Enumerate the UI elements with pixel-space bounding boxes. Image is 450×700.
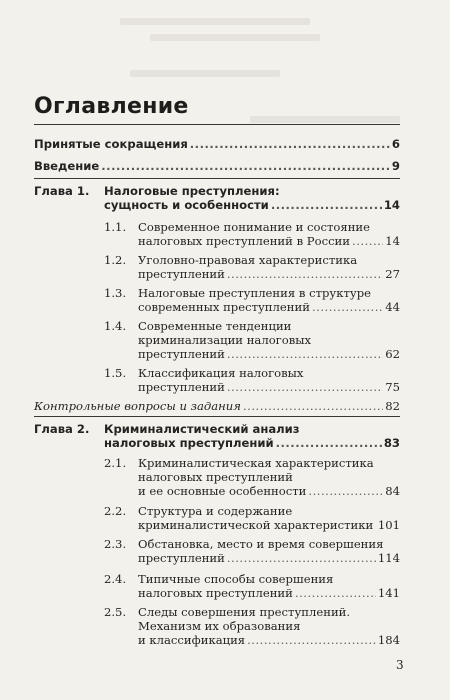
toc-entry-label: криминалистической характеристики <box>138 518 374 532</box>
toc-entry-chapter-1[interactable] <box>104 197 400 213</box>
bleed-through-mark <box>150 34 320 41</box>
toc-entry-label[interactable]: Обстановка, место и время совершения <box>138 537 384 551</box>
toc-page-number: 114 <box>377 551 400 565</box>
chapter-1-label: Глава 1. <box>34 184 90 198</box>
page-title: Оглавление <box>34 94 189 119</box>
toc-entry-1-5[interactable] <box>138 379 400 395</box>
toc-entry-label: налоговых преступлений <box>104 436 274 450</box>
toc-leader-dots <box>227 346 383 362</box>
toc-entry-abbreviations[interactable] <box>34 136 400 152</box>
toc-entry-label[interactable]: Современные тенденции <box>138 319 292 333</box>
chapter-2-title[interactable]: Криминалистический анализ <box>104 422 300 436</box>
toc-entry-label[interactable]: Криминалистическая характеристика <box>138 456 374 470</box>
toc-leader-dots <box>312 299 383 315</box>
toc-entry-2-4[interactable] <box>138 585 400 601</box>
chapter-2-label: Глава 2. <box>34 422 90 436</box>
toc-page-number: 84 <box>385 484 400 498</box>
toc-leader-dots <box>295 585 376 601</box>
toc-entry-label[interactable]: Налоговые преступления в структуре <box>138 286 371 300</box>
toc-page-number: 62 <box>385 347 400 361</box>
toc-page-number: 83 <box>383 436 400 450</box>
section-number: 1.4. <box>104 319 127 333</box>
toc-page-number: 9 <box>391 159 400 173</box>
toc-page-number: 101 <box>377 518 400 532</box>
bleed-through-mark <box>130 70 280 77</box>
toc-page-number: 14 <box>385 234 400 248</box>
toc-entry-2-2[interactable] <box>138 517 400 533</box>
section-number: 2.4. <box>104 572 127 586</box>
toc-page-number: 184 <box>377 633 400 647</box>
toc-entry-label: преступлений <box>138 267 225 281</box>
bleed-through-mark <box>120 18 310 25</box>
toc-entry-2-5[interactable] <box>138 632 400 648</box>
toc-page-number: 82 <box>385 399 400 413</box>
toc-entry-label[interactable]: Классификация налоговых <box>138 366 304 380</box>
section-divider <box>34 178 400 179</box>
section-number: 1.5. <box>104 366 127 380</box>
toc-entry-label: Контрольные вопросы и задания <box>34 399 241 413</box>
toc-entry-1-1[interactable] <box>138 233 400 249</box>
section-divider <box>34 416 400 417</box>
toc-entry-label[interactable]: Современное понимание и состояние <box>138 220 371 234</box>
toc-entry-1-2[interactable] <box>138 266 400 282</box>
toc-page-number: 75 <box>385 380 400 394</box>
toc-entry-label[interactable]: Типичные способы совершения <box>138 572 334 586</box>
toc-page-number: 6 <box>391 137 400 151</box>
toc-entry-label: и классификация <box>138 633 246 647</box>
toc-entry-label: преступлений <box>138 347 225 361</box>
section-number: 1.1. <box>104 220 127 234</box>
toc-entry-label: сущность и особенности <box>104 198 269 212</box>
toc-entry-2-1[interactable] <box>138 483 400 499</box>
toc-leader-dots <box>227 379 383 395</box>
toc-page-number: 141 <box>377 586 400 600</box>
toc-entry-label[interactable]: налоговых преступлений <box>138 470 293 484</box>
toc-entry-label: и ее основные особенности <box>138 484 307 498</box>
toc-leader-dots <box>243 398 383 414</box>
section-number: 2.1. <box>104 456 127 470</box>
toc-entry-label: современных преступлений <box>138 300 310 314</box>
toc-entry-label: Введение <box>34 159 100 173</box>
toc-entry-introduction[interactable] <box>34 158 400 174</box>
toc-entry-label[interactable]: Механизм их образования <box>138 619 301 633</box>
toc-leader-dots <box>227 550 376 566</box>
chapter-1-title[interactable]: Налоговые преступления: <box>104 184 280 198</box>
toc-entry-1-4[interactable] <box>138 346 400 362</box>
section-number: 2.3. <box>104 537 127 551</box>
section-number: 1.2. <box>104 253 127 267</box>
toc-leader-dots <box>227 266 383 282</box>
toc-page-number: 14 <box>383 198 400 212</box>
toc-entry-label[interactable]: Следы совершения преступлений. <box>138 605 351 619</box>
toc-leader-dots <box>308 483 383 499</box>
section-number: 1.3. <box>104 286 127 300</box>
toc-entry-1-3[interactable] <box>138 299 400 315</box>
toc-entry-label: налоговых преступлений <box>138 586 293 600</box>
toc-entry-label: налоговых преступлений в России <box>138 234 351 248</box>
heading-divider <box>34 124 400 125</box>
toc-entry-chapter-2[interactable] <box>104 435 400 451</box>
toc-page-number: 27 <box>385 267 400 281</box>
toc-leader-dots <box>276 435 382 451</box>
toc-leader-dots <box>101 158 390 174</box>
toc-leader-dots <box>271 197 382 213</box>
page-number: 3 <box>396 658 404 672</box>
toc-entry-label: Принятые сокращения <box>34 137 188 151</box>
toc-entry-questions[interactable] <box>34 398 400 414</box>
toc-leader-dots <box>375 517 376 533</box>
bleed-through-mark <box>250 116 400 123</box>
toc-leader-dots <box>247 632 376 648</box>
toc-entry-label[interactable]: Уголовно-правовая характеристика <box>138 253 358 267</box>
toc-leader-dots <box>190 136 390 152</box>
section-number: 2.2. <box>104 504 127 518</box>
toc-entry-label[interactable]: Структура и содержание <box>138 504 293 518</box>
toc-entry-label: преступлений <box>138 551 225 565</box>
toc-entry-label: преступлений <box>138 380 225 394</box>
toc-page-number: 44 <box>385 300 400 314</box>
toc-entry-2-3[interactable] <box>138 550 400 566</box>
toc-entry-label[interactable]: криминализации налоговых <box>138 333 312 347</box>
section-number: 2.5. <box>104 605 127 619</box>
toc-leader-dots <box>352 233 383 249</box>
